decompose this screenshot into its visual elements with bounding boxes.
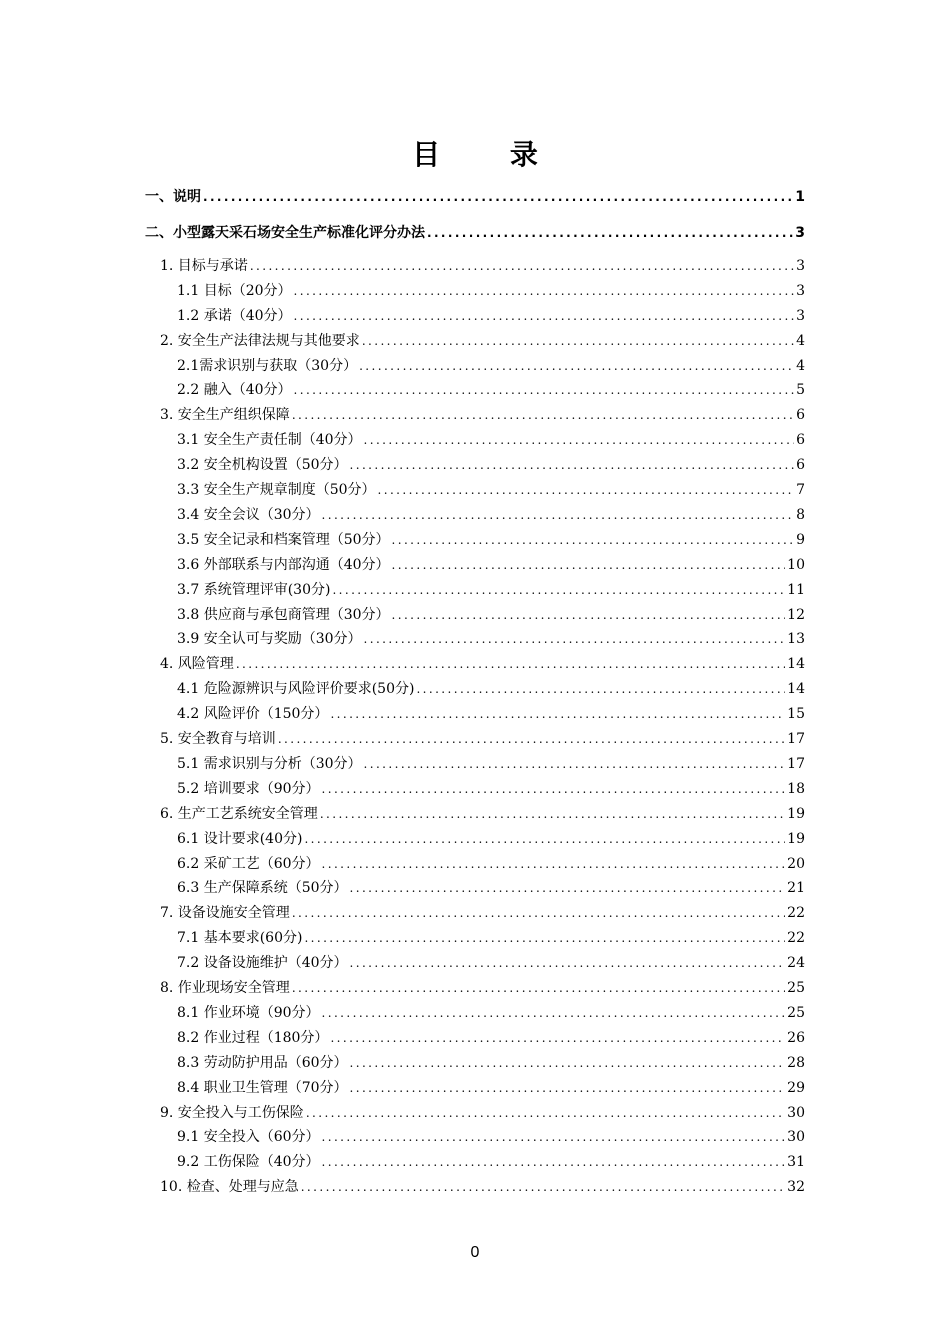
toc-entry-label: 8.2 作业过程（180分） bbox=[177, 1030, 329, 1046]
toc-entry-label: 1.1 目标（20分） bbox=[177, 283, 292, 299]
toc-entry-page: 30 bbox=[787, 1129, 805, 1145]
toc-entry-label: 3. 安全生产组织保障 bbox=[160, 407, 290, 423]
toc-entry-label: 6.1 设计要求(40分) bbox=[177, 831, 303, 847]
toc-entry-label: 3.8 供应商与承包商管理（30分） bbox=[177, 607, 390, 623]
toc-subsection[interactable] bbox=[177, 628, 805, 650]
toc-entry-label: 1.2 承诺（40分） bbox=[177, 308, 292, 324]
toc-entry-label: 2. 安全生产法律法规与其他要求 bbox=[160, 333, 360, 349]
toc-leader-dots bbox=[294, 305, 795, 327]
toc-subsection[interactable] bbox=[177, 1052, 805, 1074]
toc-entry-label: 6.3 生产保障系统（50分） bbox=[177, 880, 348, 896]
toc-leader-dots bbox=[278, 728, 785, 750]
toc-entry-label: 4.2 风险评价（150分） bbox=[177, 706, 329, 722]
toc-leader-dots bbox=[320, 803, 785, 825]
toc-leader-dots bbox=[306, 1102, 785, 1124]
toc-chapter[interactable] bbox=[160, 404, 805, 426]
toc-leader-dots bbox=[322, 1126, 786, 1148]
toc-section[interactable] bbox=[145, 222, 805, 244]
toc-leader-dots bbox=[364, 753, 786, 775]
toc-leader-dots bbox=[330, 1027, 785, 1049]
toc-entry-page: 6 bbox=[796, 432, 805, 448]
toc-entry-page: 32 bbox=[787, 1179, 805, 1195]
toc-subsection[interactable] bbox=[177, 604, 805, 626]
toc-entry-label: 6.2 采矿工艺（60分） bbox=[177, 856, 320, 872]
toc-subsection[interactable] bbox=[177, 355, 805, 377]
toc-leader-dots bbox=[322, 1151, 786, 1173]
toc-entry-page: 20 bbox=[787, 856, 805, 872]
toc-chapter[interactable] bbox=[160, 255, 805, 277]
page-title: 目 录 bbox=[412, 138, 568, 171]
toc-subsection[interactable] bbox=[177, 678, 805, 700]
toc-subsection[interactable] bbox=[177, 1027, 805, 1049]
toc-entry-label: 8. 作业现场安全管理 bbox=[160, 980, 290, 996]
toc-entry-label: 1. 目标与承诺 bbox=[160, 258, 248, 274]
toc-entry-page: 3 bbox=[796, 283, 805, 299]
toc-entry-label: 10. 检查、处理与应急 bbox=[160, 1179, 299, 1195]
toc-entry-page: 9 bbox=[796, 532, 805, 548]
toc-chapter[interactable] bbox=[160, 803, 805, 825]
toc-leader-dots bbox=[350, 454, 795, 476]
toc-entry-label: 3.2 安全机构设置（50分） bbox=[177, 457, 348, 473]
toc-entry-page: 18 bbox=[787, 781, 805, 797]
toc-entry-label: 3.5 安全记录和档案管理（50分） bbox=[177, 532, 390, 548]
toc-entry-page: 4 bbox=[796, 358, 805, 374]
toc-leader-dots bbox=[350, 877, 786, 899]
toc-leader-dots bbox=[364, 429, 795, 451]
toc-entry-label: 9. 安全投入与工伤保险 bbox=[160, 1105, 304, 1121]
toc-leader-dots bbox=[350, 1052, 786, 1074]
toc-leader-dots bbox=[332, 579, 785, 601]
toc-entry-label: 9.1 安全投入（60分） bbox=[177, 1129, 320, 1145]
toc-entry-label: 7.1 基本要求(60分) bbox=[177, 930, 303, 946]
toc-entry-page: 22 bbox=[787, 905, 805, 921]
toc-chapter[interactable] bbox=[160, 653, 805, 675]
toc-entry-page: 14 bbox=[787, 656, 805, 672]
toc-subsection[interactable] bbox=[177, 429, 805, 451]
toc-leader-dots bbox=[203, 186, 793, 208]
toc-entry-page: 6 bbox=[796, 457, 805, 473]
toc-subsection[interactable] bbox=[177, 1126, 805, 1148]
toc-entry-label: 5. 安全教育与培训 bbox=[160, 731, 276, 747]
toc-leader-dots bbox=[322, 853, 786, 875]
toc-leader-dots bbox=[294, 280, 795, 302]
toc-entry-page: 17 bbox=[787, 731, 805, 747]
toc-entry-page: 13 bbox=[787, 631, 805, 647]
toc-entry-page: 5 bbox=[796, 382, 805, 398]
toc-entry-label: 3.6 外部联系与内部沟通（40分） bbox=[177, 557, 390, 573]
toc-entry-page: 10 bbox=[787, 557, 805, 573]
toc-entry-page: 25 bbox=[787, 980, 805, 996]
toc-entry-page: 3 bbox=[796, 258, 805, 274]
toc-subsection[interactable] bbox=[177, 529, 805, 551]
toc-leader-dots bbox=[304, 828, 785, 850]
toc-chapter[interactable] bbox=[160, 728, 805, 750]
toc-entry-label: 8.1 作业环境（90分） bbox=[177, 1005, 320, 1021]
toc-entry-label: 4. 风险管理 bbox=[160, 656, 234, 672]
toc-entry-page: 24 bbox=[787, 955, 805, 971]
toc-leader-dots bbox=[364, 628, 786, 650]
toc-entry-label: 9.2 工伤保险（40分） bbox=[177, 1154, 320, 1170]
toc-entry-page: 26 bbox=[787, 1030, 805, 1046]
toc-leader-dots bbox=[301, 1176, 785, 1198]
toc-leader-dots bbox=[322, 504, 795, 526]
toc-leader-dots bbox=[359, 355, 794, 377]
toc-entry-label: 5.1 需求识别与分析（30分） bbox=[177, 756, 362, 772]
toc-entry-label: 一、说明 bbox=[145, 189, 201, 205]
toc-entry-page: 3 bbox=[795, 225, 805, 241]
toc-entry-page: 22 bbox=[787, 930, 805, 946]
toc-entry-page: 19 bbox=[787, 806, 805, 822]
toc-leader-dots bbox=[330, 703, 785, 725]
toc-entry-label: 8.4 职业卫生管理（70分） bbox=[177, 1080, 348, 1096]
toc-leader-dots bbox=[292, 902, 785, 924]
toc-entry-label: 二、小型露天采石场安全生产标准化评分办法 bbox=[145, 225, 425, 241]
toc-leader-dots bbox=[392, 529, 795, 551]
toc-entry-page: 25 bbox=[787, 1005, 805, 1021]
toc-leader-dots bbox=[250, 255, 794, 277]
toc-entry-label: 7.2 设备设施维护（40分） bbox=[177, 955, 348, 971]
toc-entry-label: 3.4 安全会议（30分） bbox=[177, 507, 320, 523]
toc-entry-page: 17 bbox=[787, 756, 805, 772]
toc-entry-page: 11 bbox=[787, 582, 805, 598]
toc-leader-dots bbox=[236, 653, 785, 675]
toc-chapter[interactable] bbox=[160, 977, 805, 999]
toc-entry-page: 1 bbox=[795, 189, 805, 205]
toc-subsection[interactable] bbox=[177, 280, 805, 302]
toc-chapter[interactable] bbox=[160, 902, 805, 924]
toc-subsection[interactable] bbox=[177, 952, 805, 974]
toc-entry-label: 2.1需求识别与获取（30分） bbox=[177, 358, 358, 374]
toc-entry-page: 4 bbox=[796, 333, 805, 349]
toc-leader-dots bbox=[350, 1077, 786, 1099]
toc-leader-dots bbox=[304, 927, 785, 949]
toc-subsection[interactable] bbox=[177, 305, 805, 327]
toc-entry-page: 21 bbox=[787, 880, 805, 896]
toc-entry-page: 3 bbox=[796, 308, 805, 324]
toc-leader-dots bbox=[350, 952, 786, 974]
toc-subsection[interactable] bbox=[177, 454, 805, 476]
toc-entry-label: 3.1 安全生产责任制（40分） bbox=[177, 432, 362, 448]
toc-leader-dots bbox=[392, 554, 786, 576]
toc-leader-dots bbox=[294, 379, 795, 401]
toc-leader-dots bbox=[427, 222, 793, 244]
toc-entry-page: 6 bbox=[796, 407, 805, 423]
toc-entry-label: 3.3 安全生产规章制度（50分） bbox=[177, 482, 376, 498]
toc-subsection[interactable] bbox=[177, 379, 805, 401]
toc-leader-dots bbox=[416, 678, 785, 700]
toc-chapter[interactable] bbox=[160, 330, 805, 352]
toc-entry-label: 4.1 危险源辨识与风险评价要求(50分) bbox=[177, 681, 415, 697]
toc-leader-dots bbox=[322, 1002, 786, 1024]
toc-entry-label: 6. 生产工艺系统安全管理 bbox=[160, 806, 318, 822]
toc-entry-label: 2.2 融入（40分） bbox=[177, 382, 292, 398]
toc-leader-dots bbox=[292, 977, 785, 999]
toc-section[interactable] bbox=[145, 186, 805, 208]
toc-chapter[interactable] bbox=[160, 1102, 805, 1124]
toc-entry-page: 28 bbox=[787, 1055, 805, 1071]
toc-entry-page: 12 bbox=[787, 607, 805, 623]
toc-subsection[interactable] bbox=[177, 1151, 805, 1173]
toc-subsection[interactable] bbox=[177, 1077, 805, 1099]
toc-entry-label: 7. 设备设施安全管理 bbox=[160, 905, 290, 921]
toc-entry-label: 5.2 培训要求（90分） bbox=[177, 781, 320, 797]
toc-subsection[interactable] bbox=[177, 753, 805, 775]
toc-entry-page: 15 bbox=[787, 706, 805, 722]
toc-entry-label: 3.7 系统管理评审(30分) bbox=[177, 582, 331, 598]
toc-entry-page: 19 bbox=[787, 831, 805, 847]
page-number: 0 bbox=[470, 1244, 480, 1261]
toc-entry-page: 8 bbox=[796, 507, 805, 523]
toc-entry-label: 8.3 劳动防护用品（60分） bbox=[177, 1055, 348, 1071]
toc-subsection[interactable] bbox=[177, 554, 805, 576]
toc-chapter[interactable] bbox=[160, 1176, 805, 1198]
toc-subsection[interactable] bbox=[177, 504, 805, 526]
toc-entry-label: 3.9 安全认可与奖励（30分） bbox=[177, 631, 362, 647]
toc-leader-dots bbox=[322, 778, 786, 800]
toc-leader-dots bbox=[362, 330, 794, 352]
toc-subsection[interactable] bbox=[177, 703, 805, 725]
toc-subsection[interactable] bbox=[177, 1002, 805, 1024]
toc-leader-dots bbox=[392, 604, 786, 626]
toc-leader-dots bbox=[378, 479, 795, 501]
toc-entry-page: 29 bbox=[787, 1080, 805, 1096]
toc-entry-page: 7 bbox=[796, 482, 805, 498]
toc-subsection[interactable] bbox=[177, 828, 805, 850]
toc-subsection[interactable] bbox=[177, 479, 805, 501]
toc-entry-page: 31 bbox=[787, 1154, 805, 1170]
toc-subsection[interactable] bbox=[177, 579, 805, 601]
toc-subsection[interactable] bbox=[177, 778, 805, 800]
toc-subsection[interactable] bbox=[177, 853, 805, 875]
toc-entry-page: 14 bbox=[787, 681, 805, 697]
toc-subsection[interactable] bbox=[177, 927, 805, 949]
toc-leader-dots bbox=[292, 404, 794, 426]
toc-subsection[interactable] bbox=[177, 877, 805, 899]
toc-entry-page: 30 bbox=[787, 1105, 805, 1121]
